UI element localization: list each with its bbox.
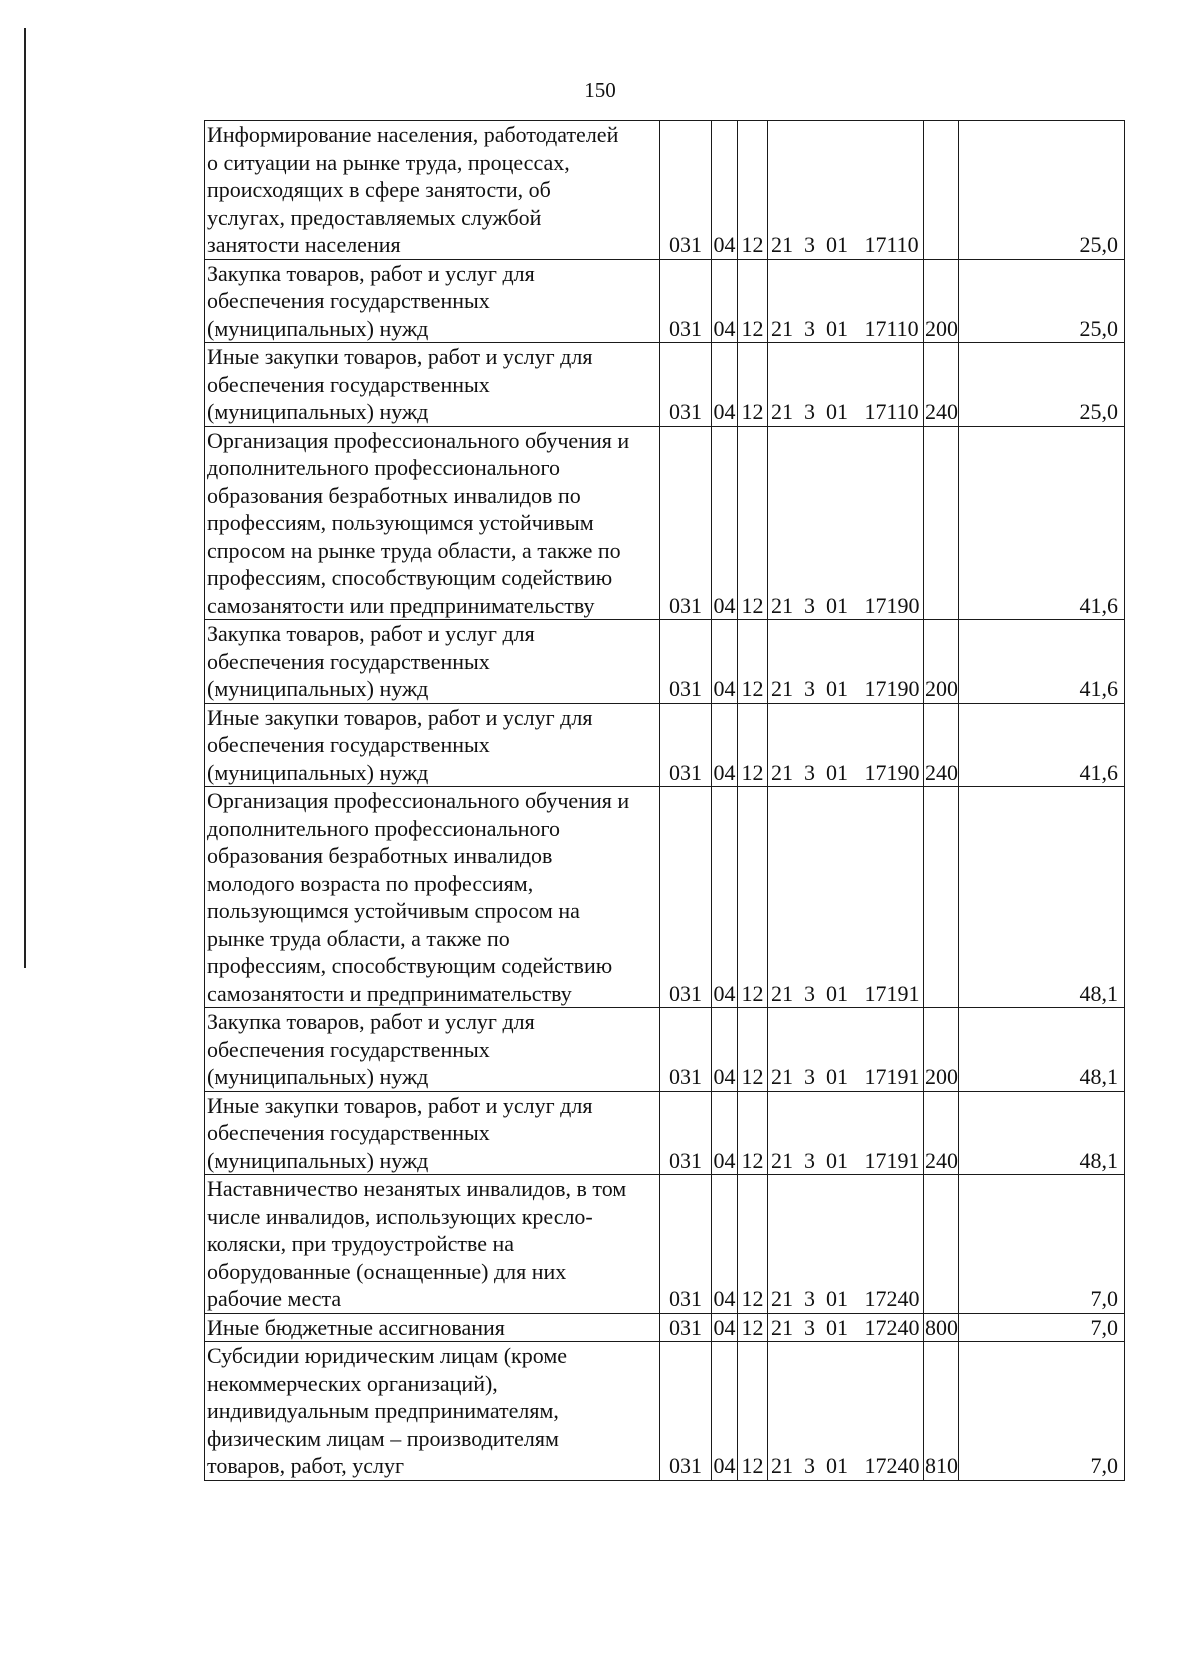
csr-code-cell: [768, 259, 924, 343]
sum-cell: 7,0: [959, 1175, 1125, 1314]
row-name-line: коляски, при трудоустройстве на: [207, 1231, 515, 1256]
csr-code-part: 21: [771, 1453, 793, 1478]
csr-code-part: 17110: [864, 315, 919, 341]
sum-cell: 25,0: [959, 259, 1125, 343]
csr-code-part: 17190: [864, 592, 920, 618]
csr-code-part: 01: [826, 399, 848, 424]
table-row: [205, 426, 1125, 620]
vr-code-cell: 240: [924, 703, 959, 787]
csr-code-part: 01: [826, 232, 848, 257]
row-name-line: обеспечения государственных: [207, 648, 490, 674]
pr-code-cell: 12: [738, 1313, 768, 1342]
row-name-cell: [205, 1091, 660, 1175]
rz-code-cell: 04: [712, 259, 738, 343]
table-row: [205, 620, 1125, 704]
grbs-code-cell: 031: [660, 259, 712, 343]
row-name-line: Субсидии юридическим лицам (кроме: [207, 1343, 568, 1368]
csr-code-part: 21: [771, 759, 793, 785]
rz-code-cell: 04: [712, 121, 738, 260]
csr-code-part: 17191: [864, 980, 920, 1006]
vr-code-cell: [924, 121, 959, 260]
sum-cell: 48,1: [959, 1091, 1125, 1175]
vr-code-cell: 800: [925, 1314, 958, 1340]
row-name-line: профессиям, способствующим содействию: [207, 953, 613, 978]
vr-code-cell: [924, 426, 959, 620]
grbs-code-cell: 031: [660, 1008, 712, 1092]
row-name-line: (муниципальных) нужд: [207, 759, 429, 785]
csr-code-part: 21: [771, 399, 793, 424]
csr-code-part: 21: [771, 1286, 793, 1311]
pr-code-cell: 12: [738, 1175, 768, 1314]
csr-code-part: 3: [804, 592, 815, 618]
rz-code-cell: 04: [712, 426, 738, 620]
page-number: 150: [584, 78, 616, 102]
row-name-line: о ситуации на рынке труда, процессах,: [207, 149, 570, 175]
sum-cell: 41,6: [959, 703, 1125, 787]
row-name-line: физическим лицам – производителям: [207, 1425, 559, 1451]
csr-code-part: 01: [826, 1064, 848, 1089]
row-name-line: Закупка товаров, работ и услуг для: [207, 260, 535, 286]
rz-code-cell: 04: [712, 1008, 738, 1092]
csr-code-part: 21: [771, 1314, 793, 1340]
csr-code-cell: [768, 787, 924, 1008]
table-row: [205, 1342, 1125, 1481]
row-name-line: профессиям, способствующим содействию: [207, 565, 613, 590]
table-row: [205, 121, 1125, 260]
pr-code-cell: 12: [738, 703, 768, 787]
rz-code-cell: 04: [712, 1342, 738, 1481]
table-row: [205, 703, 1125, 787]
csr-code-cell: [768, 121, 924, 260]
sum-cell: 48,1: [959, 1008, 1125, 1092]
csr-code-cell: [768, 620, 924, 704]
row-name-cell: [205, 1008, 660, 1092]
csr-code-part: 01: [826, 592, 848, 618]
rz-code-cell: 04: [712, 343, 738, 427]
row-name-line: некоммерческих организаций),: [207, 1370, 498, 1396]
row-name-line: образования безработных инвалидов по: [207, 482, 581, 508]
table-row: [205, 787, 1125, 1008]
pr-code-cell: 12: [738, 259, 768, 343]
row-name-line: профессиям, пользующимся устойчивым: [207, 510, 594, 535]
row-name-line: занятости населения: [207, 232, 401, 257]
pr-code-cell: 12: [738, 1342, 768, 1481]
table-row: [205, 1175, 1125, 1314]
row-name-line: обеспечения государственных: [207, 371, 490, 397]
pr-code-cell: 12: [738, 1091, 768, 1175]
vr-code-cell: 240: [924, 1091, 959, 1175]
sum-cell: 25,0: [959, 121, 1125, 260]
row-name-line: (муниципальных) нужд: [207, 1064, 429, 1089]
sum-cell: 25,0: [959, 343, 1125, 427]
row-name-cell: [205, 259, 660, 343]
table-row: [205, 259, 1125, 343]
csr-code-part: 3: [804, 399, 815, 424]
row-name-line: дополнительного профессионального: [207, 815, 560, 841]
csr-code-cell: [768, 1008, 924, 1092]
row-name-line: обеспечения государственных: [207, 1120, 490, 1145]
csr-code-cell: [768, 1342, 924, 1481]
sum-cell: 41,6: [959, 620, 1125, 704]
sum-cell: 41,6: [959, 426, 1125, 620]
rz-code-cell: 04: [712, 1175, 738, 1314]
csr-code-part: 3: [804, 1453, 815, 1478]
row-name-line: Организация профессионального обучения и: [207, 788, 630, 813]
pr-code-cell: 12: [738, 343, 768, 427]
vr-code-cell: 200: [924, 259, 959, 343]
csr-code-part: 21: [771, 592, 793, 618]
row-name-cell: [205, 620, 660, 704]
row-name-cell: [205, 121, 660, 260]
row-name-line: Закупка товаров, работ и услуг для: [207, 1009, 535, 1034]
budget-table-body: [205, 121, 1125, 1481]
grbs-code-cell: 031: [660, 1313, 712, 1342]
row-name-cell: [205, 787, 660, 1008]
row-name-line: (муниципальных) нужд: [207, 676, 429, 701]
csr-code-part: 3: [804, 1314, 815, 1340]
row-name-line: самозанятости и предпринимательству: [207, 980, 572, 1006]
csr-code-part: 01: [826, 1286, 848, 1311]
vr-code-cell: 200: [924, 1008, 959, 1092]
grbs-code-cell: 031: [660, 1342, 712, 1481]
row-name-line: товаров, работ, услуг: [207, 1453, 404, 1478]
rz-code-cell: 04: [712, 703, 738, 787]
row-name-line: пользующимся устойчивым спросом на: [207, 898, 580, 923]
row-name-line: спросом на рынке труда области, а также по: [207, 537, 621, 563]
grbs-code-cell: 031: [660, 787, 712, 1008]
row-name-line: обеспечения государственных: [207, 1036, 490, 1062]
grbs-code-cell: 031: [660, 1175, 712, 1314]
table-row: [205, 343, 1125, 427]
vr-code-cell: 200: [924, 620, 959, 704]
grbs-code-cell: 031: [660, 426, 712, 620]
csr-code-part: 3: [804, 676, 815, 701]
grbs-code-cell: 031: [660, 343, 712, 427]
grbs-code-cell: 031: [660, 703, 712, 787]
csr-code-part: 21: [771, 1147, 793, 1173]
sum-cell: 48,1: [959, 787, 1125, 1008]
rz-code-cell: 04: [712, 787, 738, 1008]
sum-cell: 7,0: [959, 1342, 1125, 1481]
row-name-line: Иные закупки товаров, работ и услуг для: [207, 1092, 593, 1118]
budget-table: [204, 120, 1125, 1481]
vr-code-cell: 810: [924, 1342, 959, 1481]
row-name-line: рынке труда области, а также по: [207, 925, 510, 951]
row-name-cell: [205, 426, 660, 620]
csr-code-part: 3: [804, 315, 815, 341]
csr-code-part: 01: [826, 1453, 848, 1478]
row-name-line: числе инвалидов, использующих кресло-: [207, 1203, 593, 1229]
row-name-line: Организация профессионального обучения и: [207, 427, 630, 453]
csr-code-part: 21: [771, 232, 793, 257]
vr-code-cell: 240: [924, 343, 959, 427]
csr-code-part: 21: [771, 980, 793, 1006]
row-name-line: дополнительного профессионального: [207, 455, 560, 480]
row-name-line: обеспечения государственных: [207, 732, 490, 757]
csr-code-part: 3: [804, 980, 815, 1006]
row-name-line: обеспечения государственных: [207, 288, 490, 313]
row-name-line: молодого возраста по профессиям,: [207, 870, 534, 896]
csr-code-part: 17191: [864, 1147, 920, 1173]
rz-code-cell: 04: [712, 1091, 738, 1175]
csr-code-part: 17240: [864, 1286, 920, 1311]
pr-code-cell: 12: [738, 620, 768, 704]
vr-code-cell: [924, 1175, 959, 1314]
csr-code-cell: [768, 703, 924, 787]
row-name-cell: [205, 1342, 660, 1481]
csr-code-part: 01: [826, 315, 848, 341]
csr-code-cell: [768, 1091, 924, 1175]
row-name-line: рабочие места: [207, 1286, 342, 1311]
csr-code-part: 3: [804, 1147, 815, 1173]
row-name-line: (муниципальных) нужд: [207, 399, 429, 424]
pr-code-cell: 12: [738, 426, 768, 620]
row-name-line: происходящих в сфере занятости, об: [207, 177, 551, 202]
csr-code-part: 01: [826, 980, 848, 1006]
csr-code-part: 01: [826, 1147, 848, 1173]
csr-code-part: 17190: [864, 759, 920, 785]
row-name-line: индивидуальным предпринимателям,: [207, 1398, 559, 1423]
csr-code-cell: [768, 426, 924, 620]
pr-code-cell: 12: [738, 1008, 768, 1092]
left-margin-line: [24, 28, 26, 968]
row-name-cell: [205, 1313, 660, 1342]
grbs-code-cell: 031: [660, 121, 712, 260]
csr-code-cell: [768, 1175, 924, 1314]
pr-code-cell: 12: [738, 121, 768, 260]
csr-code-part: 21: [771, 315, 793, 341]
row-name-line: Иные бюджетные ассигнования: [207, 1314, 505, 1340]
row-name-cell: [205, 703, 660, 787]
csr-code-part: 3: [804, 759, 815, 785]
csr-code-part: 17110: [864, 399, 919, 424]
table-row: [205, 1091, 1125, 1175]
csr-code-part: 01: [826, 676, 848, 701]
row-name-line: Наставничество незанятых инвалидов, в том: [207, 1176, 627, 1201]
csr-code-cell: [768, 1313, 924, 1342]
table-row: [205, 1313, 1125, 1342]
csr-code-part: 17240: [864, 1453, 920, 1478]
csr-code-part: 17190: [864, 676, 920, 701]
csr-code-part: 17240: [864, 1314, 920, 1340]
csr-code-cell: [768, 343, 924, 427]
row-name-line: Иные закупки товаров, работ и услуг для: [207, 344, 593, 369]
row-name-cell: [205, 1175, 660, 1314]
csr-code-part: 01: [826, 1314, 848, 1340]
csr-code-part: 3: [804, 1064, 815, 1089]
vr-code-cell: [924, 787, 959, 1008]
row-name-line: Информирование населения, работодателей: [207, 122, 619, 147]
grbs-code-cell: 031: [660, 620, 712, 704]
table-row: [205, 1008, 1125, 1092]
csr-code-part: 21: [771, 1064, 793, 1089]
row-name-line: Закупка товаров, работ и услуг для: [207, 621, 535, 646]
row-name-line: Иные закупки товаров, работ и услуг для: [207, 704, 593, 730]
csr-code-part: 17191: [864, 1064, 920, 1089]
csr-code-part: 3: [804, 1286, 815, 1311]
row-name-line: услугах, предоставляемых службой: [207, 204, 542, 230]
pr-code-cell: 12: [738, 787, 768, 1008]
row-name-line: оборудованные (оснащенные) для них: [207, 1258, 567, 1284]
rz-code-cell: 04: [713, 1314, 736, 1340]
row-name-line: самозанятости или предпринимательству: [207, 592, 595, 618]
grbs-code-cell: 031: [660, 1091, 712, 1175]
csr-code-part: 21: [771, 676, 793, 701]
row-name-cell: [205, 343, 660, 427]
row-name-line: образования безработных инвалидов: [207, 843, 553, 868]
rz-code-cell: 04: [712, 620, 738, 704]
csr-code-part: 17110: [864, 232, 919, 257]
sum-cell: 7,0: [959, 1313, 1125, 1342]
row-name-line: (муниципальных) нужд: [207, 1147, 429, 1173]
csr-code-part: 01: [826, 759, 848, 785]
csr-code-part: 3: [804, 232, 815, 257]
row-name-line: (муниципальных) нужд: [207, 315, 429, 341]
